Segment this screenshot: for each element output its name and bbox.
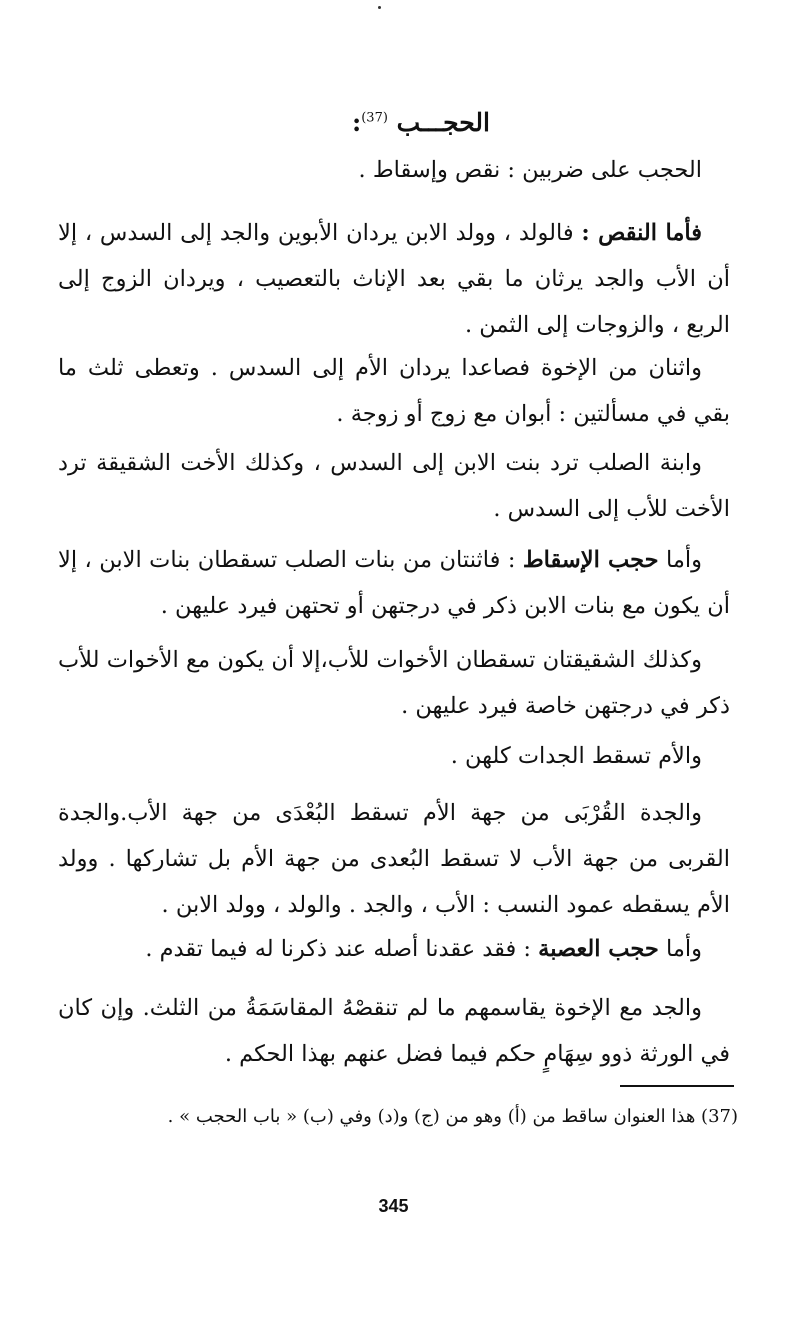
paragraph-jadd-ikhwa	[58, 985, 730, 1077]
paragraph-ikhwa	[58, 345, 730, 437]
paragraph-text: وكذلك الشقيقتان تسقطان الأخوات للأب،إلا أن يكون مع الأخوات للأب ذكر في درجتهن خاصة فيرد عليهن .	[58, 647, 730, 719]
page-number: 345	[378, 1196, 409, 1216]
paragraph-bold-lead: فأما النقص :	[581, 220, 703, 246]
paragraph-text: والجدة القُرْبَى من جهة الأم تسقط البُعْدَى من جهة الأب.والجدة القربى من جهة الأب لا تسقط البُعدى من جهة الأم بل تشاركها . وولد الأم يسقطه عمود النسب : الأب ، والجد . والولد ، وولد الابن .	[58, 800, 730, 918]
scan-speck	[378, 6, 381, 9]
paragraph-bold-lead: حجب العصبة	[538, 936, 659, 962]
heading-footnote-ref: (37)	[361, 110, 388, 126]
paragraph-umm	[58, 733, 730, 779]
paragraph-isqat	[58, 537, 730, 629]
paragraph-text: : فقد عقدنا أصله عند ذكرنا له فيما تقدم .	[145, 936, 539, 962]
paragraph-intro	[58, 147, 730, 193]
paragraph-text: والأم تسقط الجدات كلهن .	[450, 743, 702, 769]
section-heading	[300, 108, 490, 137]
paragraph-prefix: وأما	[658, 547, 702, 573]
paragraph-prefix: وأما	[658, 936, 702, 962]
paragraph-shaqiqatan	[58, 637, 730, 729]
paragraph-bold-lead: حجب الإسقاط	[522, 547, 659, 573]
paragraph-bint-sulb	[58, 440, 730, 532]
paragraph-jadda	[58, 790, 730, 928]
paragraph-asaba	[58, 926, 730, 972]
paragraph-text: فالولد ، وولد الابن يردان الأبوين والجد إلى السدس ، إلا أن الأب والجد يرثان ما بقي بعد الإناث بالتعصيب ، ويردان الزوج إلى الربع ، والزوجات إلى الثمن .	[58, 220, 730, 338]
footnote: (37) هذا العنوان ساقط من (أ) وهو من (ج) و(د) وفي (ب) « باب الحجب » .	[167, 1106, 738, 1127]
footnote-separator	[620, 1085, 734, 1087]
paragraph-text: والجد مع الإخوة يقاسمهم ما لم تنقصْهُ المقاسَمَةُ من الثلث. وإن كان في الورثة ذوو سِهَامٍ حكم فيما فضل عنهم بهذا الحكم .	[58, 995, 730, 1067]
paragraph-text: وابنة الصلب ترد بنت الابن إلى السدس ، وكذلك الأخت الشقيقة ترد الأخت للأب إلى السدس .	[58, 450, 730, 522]
heading-title: الحجـــب	[396, 108, 490, 137]
heading-colon: :	[351, 108, 362, 137]
paragraph-text: واثنان من الإخوة فصاعدا يردان الأم إلى السدس . وتعطى ثلث ما بقي في مسألتين : أبوان مع زوج أو زوجة .	[58, 355, 730, 427]
paragraph-text: : فاثنتان من بنات الصلب تسقطان بنات الابن ، إلا أن يكون مع بنات الابن ذكر في درجتهن أو تحتهن فيرد عليهن .	[58, 547, 730, 619]
paragraph-text: الحجب على ضربين : نقص وإسقاط .	[358, 157, 702, 183]
paragraph-naqs	[58, 210, 730, 348]
